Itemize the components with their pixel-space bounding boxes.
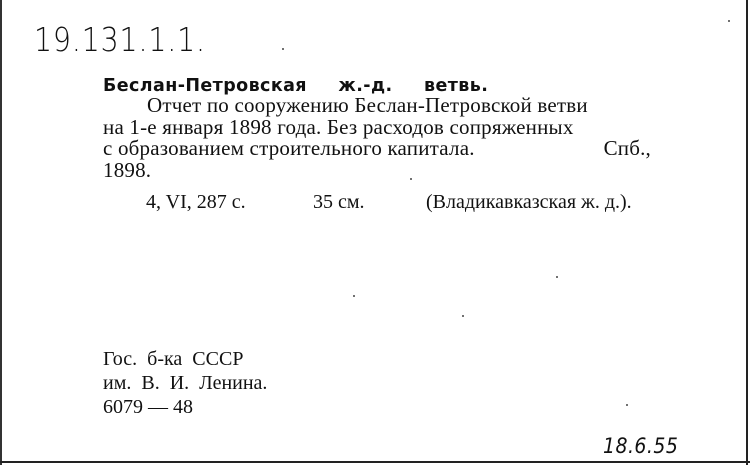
- card-bottom-edge: [0, 461, 750, 463]
- handwritten-date: 18.6.55: [603, 434, 679, 458]
- pagination: 4, VI, 287 с.: [146, 191, 246, 213]
- description-line-1: Отчет по сооружению Беслан-Петровской ветви: [147, 93, 588, 117]
- library-dedication: им. В. И. Ленина.: [103, 372, 268, 394]
- library-name: Гос. б-ка СССР: [103, 348, 244, 370]
- publication-year: 1898.: [103, 157, 152, 182]
- card-size: 35 см.: [313, 191, 365, 213]
- description-line-3: [103, 138, 651, 160]
- speck: [462, 315, 464, 317]
- speck: [282, 48, 284, 50]
- card-left-edge: [0, 0, 2, 465]
- speck: [626, 404, 628, 406]
- collation-line: [146, 191, 632, 306]
- speck: [410, 178, 412, 180]
- speck: [728, 20, 730, 22]
- card-number: 6079 — 48: [103, 396, 193, 418]
- card-heading: Беслан-Петровская ж.-д. ветвь.: [103, 76, 489, 96]
- holding-library: [103, 347, 267, 419]
- speck: [353, 295, 355, 297]
- card-right-edge: [746, 0, 748, 465]
- publication-place: Спб.,: [603, 136, 651, 160]
- description-line-2: на 1-е января 1898 года. Без расходов сопряженных: [103, 114, 574, 139]
- speck: [556, 276, 558, 278]
- bibliographic-description: [103, 95, 663, 181]
- shelfmark: 19.131.1.1.: [34, 20, 206, 59]
- description-line-3-text: с образованием строительного капитала.: [103, 136, 475, 160]
- series-note: (Владикавказская ж. д.).: [426, 191, 632, 213]
